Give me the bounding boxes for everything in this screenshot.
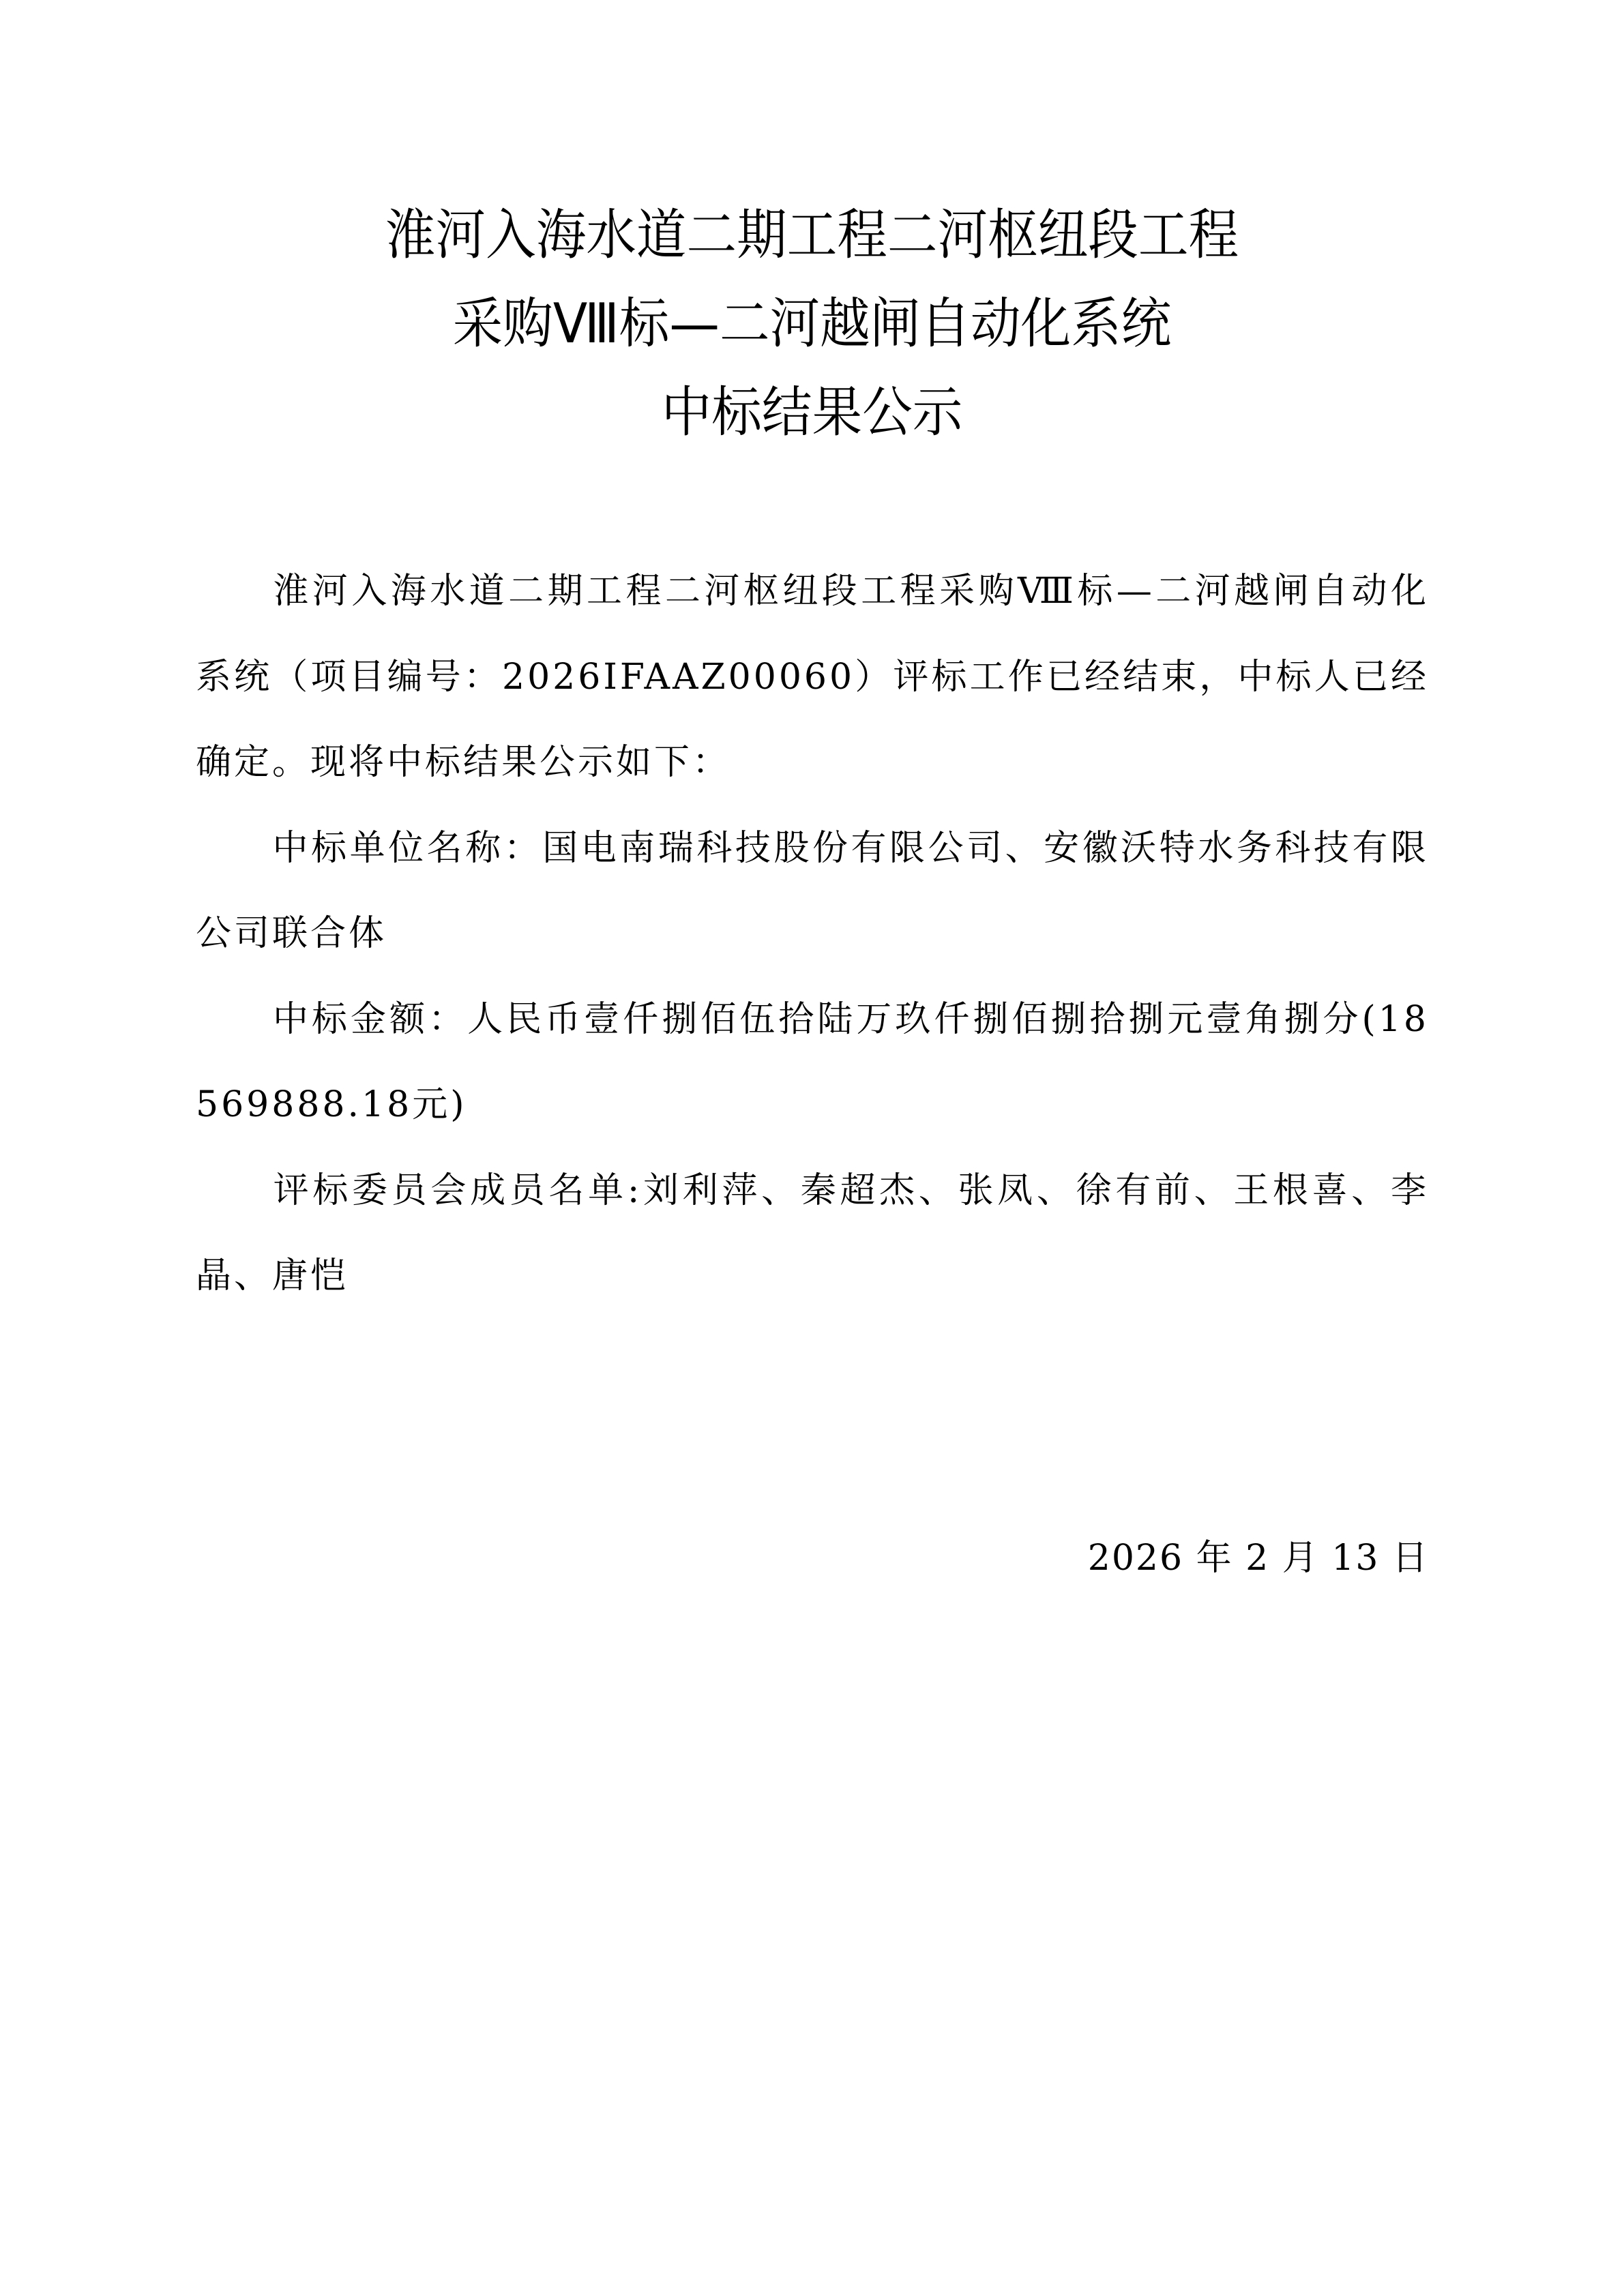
document-title [0,191,1624,457]
winning-amount-numbers: (18569888.18元) [196,998,1429,1125]
winning-bidder-paragraph [196,806,1429,977]
intro-paragraph [196,549,1429,806]
document-date: 2026 年 2 月 13 日 [1087,1538,1429,1579]
winning-amount-words: 人民币壹仟捌佰伍拾陆万玖仟捌佰捌拾捌元壹角捌分 [467,998,1362,1040]
committee-members: 刘利萍、秦超杰、张凤、徐有前、王根喜、李晶、唐恺 [196,1169,1429,1296]
title-line-3: 中标结果公示 [661,381,963,444]
committee-label: 评标委员会成员名单: [272,1169,643,1211]
winning-amount-label: 中标金额： [272,998,468,1040]
winning-bidder-label: 中标单位名称： [272,827,543,869]
title-line-2: 采购Ⅷ标—二河越闸自动化系统 [452,292,1172,355]
intro-text: 淮河入海水道二期工程二河枢纽段工程采购Ⅷ标—二河越闸自动化系统（项目编号：2026IFAAZ00060）评标工作已经结束，中标人已经确定。现将中标结果公示如下： [196,571,1429,783]
winning-amount-paragraph [196,977,1429,1148]
winning-bidder-value: 国电南瑞科技股份有限公司、安徽沃特水务科技有限公司联合体 [196,827,1429,954]
document-body [196,549,1429,1320]
committee-paragraph [196,1148,1429,1320]
title-line-1: 淮河入海水道二期工程二河枢纽段工程 [385,203,1239,267]
